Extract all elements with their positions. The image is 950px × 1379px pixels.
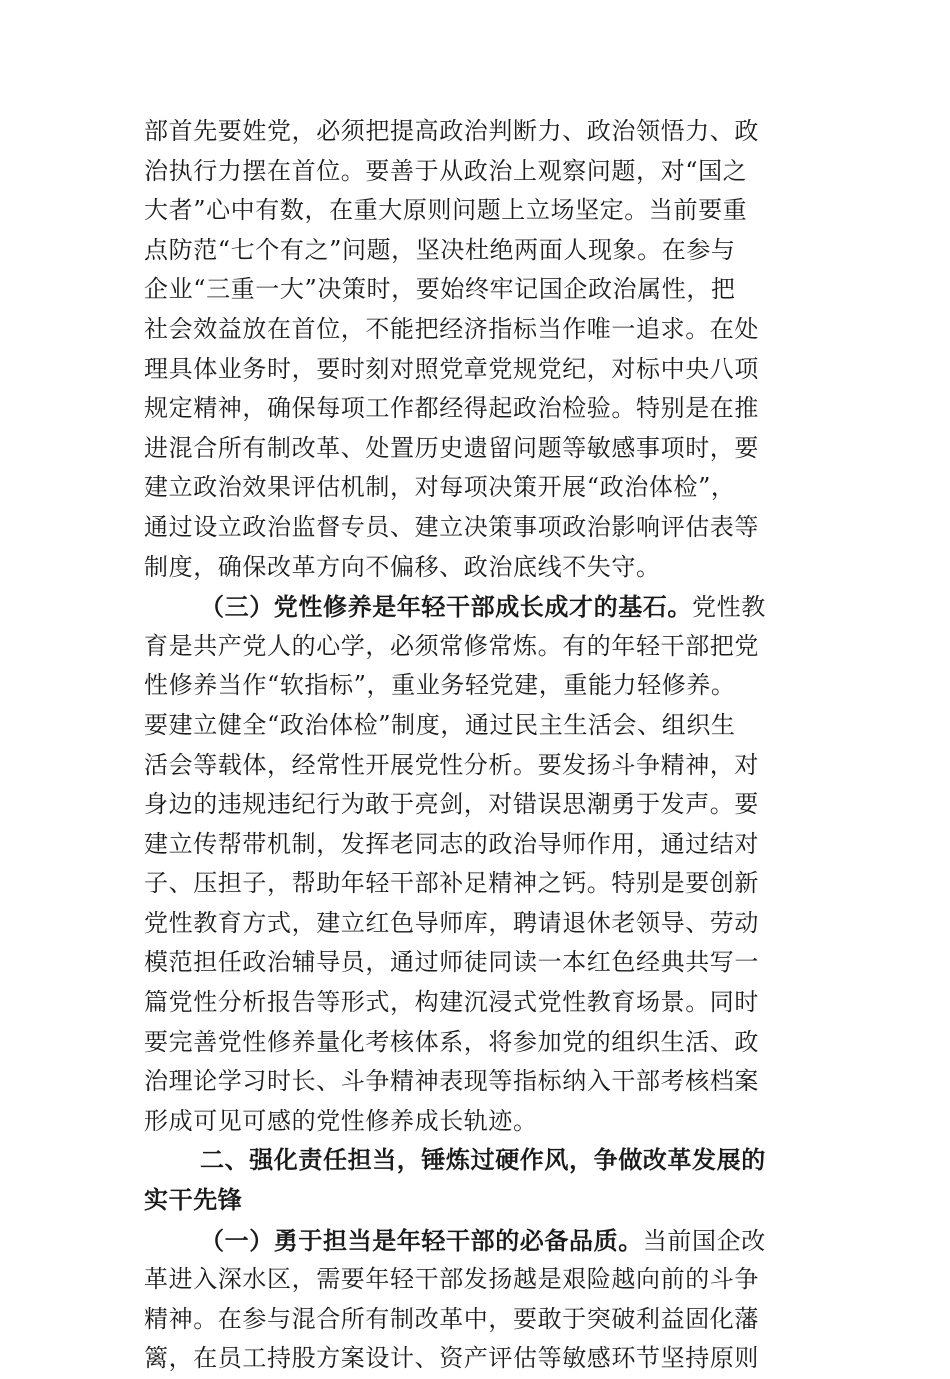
section-heading-line: 实干先锋	[144, 1186, 243, 1215]
text-line: 篱，在员工持股方案设计、资产评估等敏感环节坚持原则	[144, 1344, 759, 1373]
text-line: 精神。在参与混合所有制改革中，要敢于突破利益固化藩	[144, 1304, 759, 1333]
text-line	[144, 587, 812, 627]
text-line: 篇党性分析报告等形式，构建沉浸式党性教育场景。同时	[144, 988, 759, 1017]
text-line: 性修养当作“软指标”，重业务轻党建，重能力轻修养。	[144, 671, 736, 700]
subsection-lead: （三）党性修养是年轻干部成长成才的基石。	[200, 592, 692, 622]
text-line: 制度，确保改革方向不偏移、政治底线不失守。	[144, 552, 661, 581]
text-line: 子、压担子，帮助年轻干部补足精神之钙。特别是要创新	[144, 869, 759, 898]
section-heading-line: 二、强化责任担当，锤炼过硬作风，争做改革发展的	[200, 1146, 766, 1175]
paragraph-party-cultivation	[144, 587, 812, 1141]
text-line: 理具体业务时，要时刻对照党章党规党纪，对标中央八项	[144, 354, 759, 383]
text-line: 建立政治效果评估机制，对每项决策开展“政治体检”，	[144, 473, 736, 502]
text-line: 要完善党性修养量化考核体系，将参加党的组织生活、政	[144, 1027, 759, 1056]
text-line: 形成可见可感的党性修养成长轨迹。	[144, 1106, 538, 1135]
text-line: 活会等载体，经常性开展党性分析。要发扬斗争精神，对	[144, 750, 759, 779]
text-line: 点防范“七个有之”问题，坚决杜绝两面人现象。在参与	[144, 235, 736, 264]
text-line: 进混合所有制改革、处置历史遗留问题等敏感事项时，要	[144, 433, 759, 462]
section-heading	[144, 1141, 812, 1220]
text-run: 党性教	[692, 593, 766, 622]
paragraph-political-stance	[144, 112, 812, 587]
text-line: 部首先要姓党，必须把提高政治判断力、政治领悟力、政	[144, 117, 759, 145]
text-line: 育是共产党人的心学，必须常修常炼。有的年轻干部把党	[144, 631, 759, 660]
text-line: 革进入深水区，需要年轻干部发扬越是艰险越向前的斗争	[144, 1265, 759, 1294]
document-body	[144, 112, 812, 1379]
text-line: 通过设立政治监督专员、建立决策事项政治影响评估表等	[144, 512, 759, 541]
text-line: 治执行力摆在首位。要善于从政治上观察问题，对“国之	[144, 156, 748, 185]
text-line	[144, 1221, 812, 1261]
text-line: 党性教育方式，建立红色导师库，聘请退休老领导、劳动	[144, 908, 759, 937]
text-run: 当前国企改	[642, 1226, 766, 1255]
text-line: 身边的违规违纪行为敢于亮剑，对错误思潮勇于发声。要	[144, 790, 759, 819]
text-line: 建立传帮带机制，发挥老同志的政治导师作用，通过结对	[144, 829, 759, 858]
text-line: 社会效益放在首位，不能把经济指标当作唯一追求。在处	[144, 314, 759, 343]
subsection-lead: （一）勇于担当是年轻干部的必备品质。	[200, 1225, 643, 1255]
text-line: 模范担任政治辅导员，通过师徒同读一本红色经典共写一	[144, 948, 759, 977]
text-line: 企业“三重一大”决策时，要始终牢记国企政治属性，把	[144, 275, 736, 304]
text-line: 规定精神，确保每项工作都经得起政治检验。特别是在推	[144, 394, 759, 423]
text-line: 治理论学习时长、斗争精神表现等指标纳入干部考核档案	[144, 1067, 759, 1096]
text-line: 要建立健全“政治体检”制度，通过民主生活会、组织生	[144, 710, 736, 739]
paragraph-responsibility	[144, 1221, 812, 1379]
text-line: 大者”心中有数，在重大原则问题上立场坚定。当前要重	[144, 196, 748, 225]
